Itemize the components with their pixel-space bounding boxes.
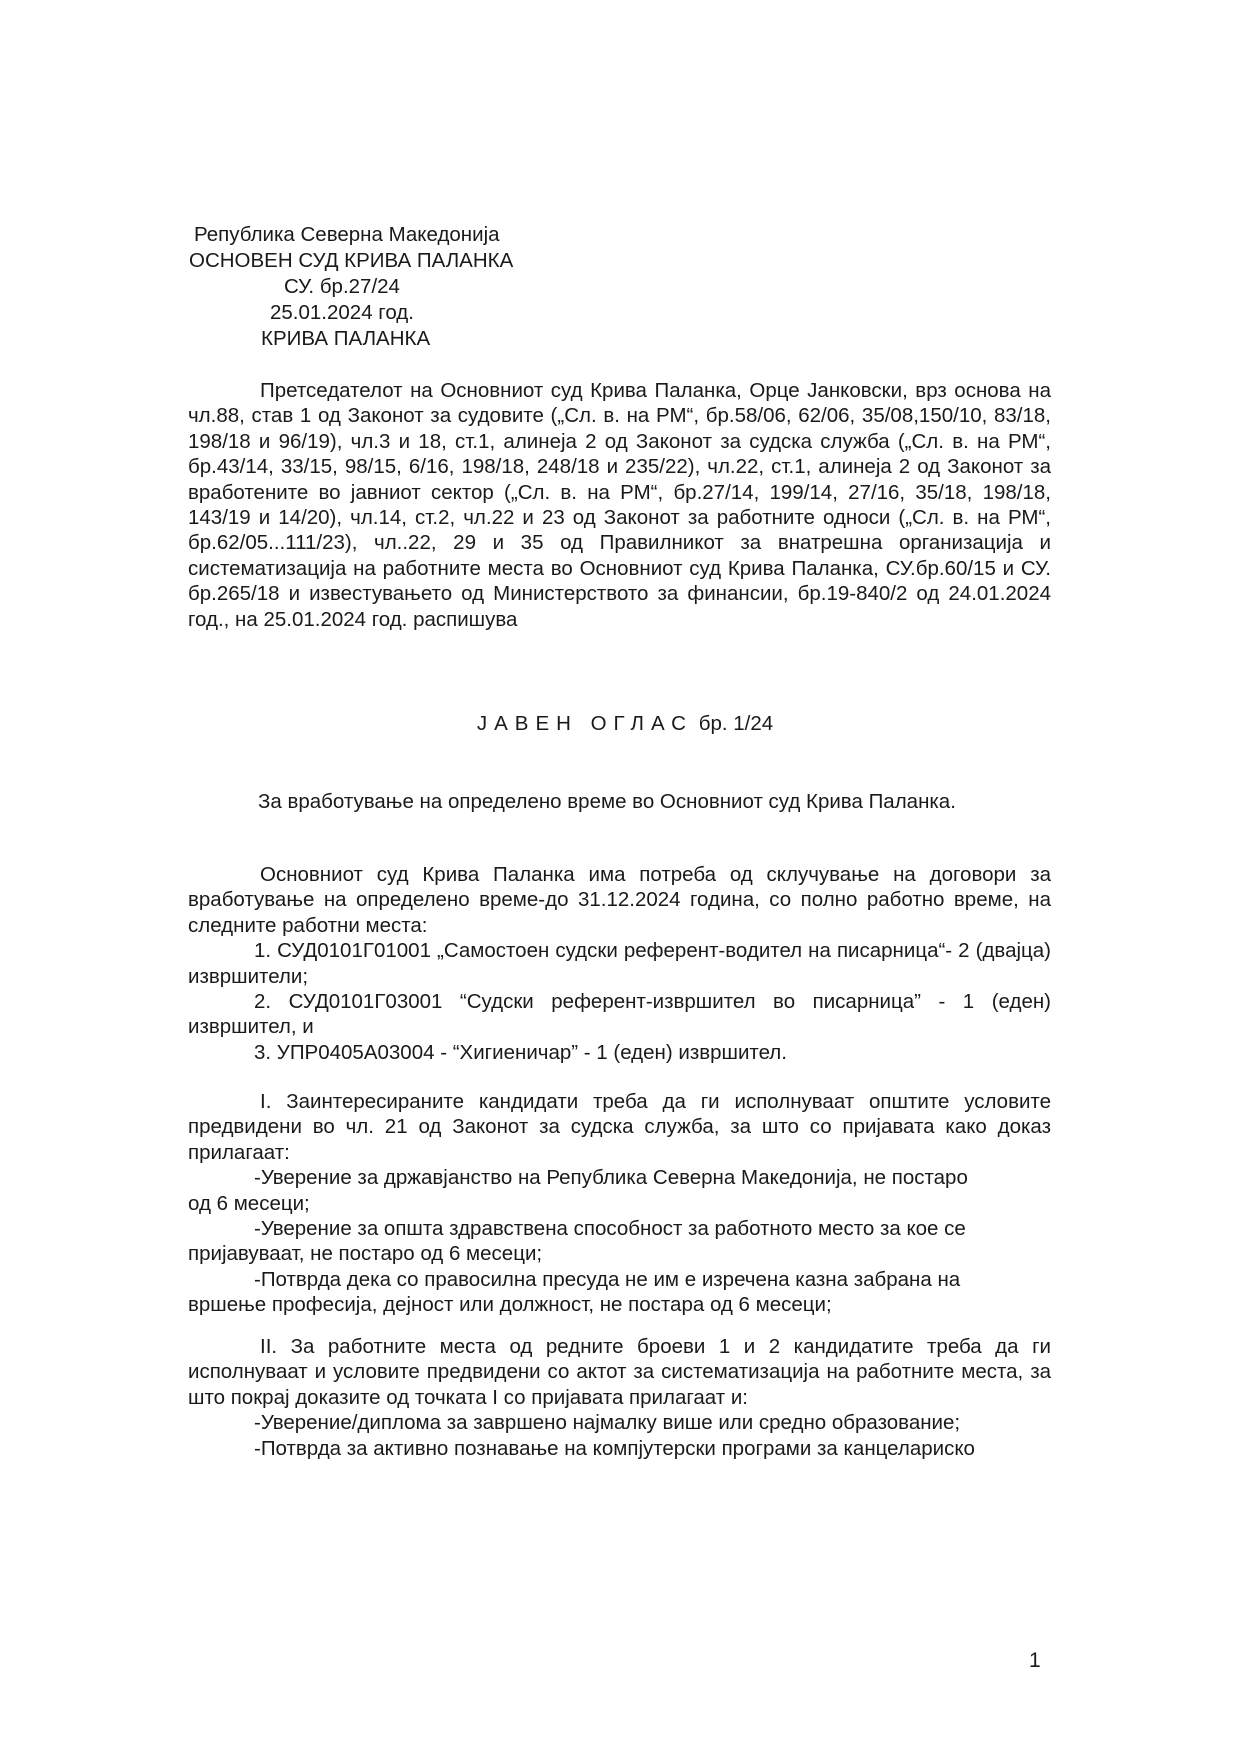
requirement-item: -Уверение/диплома за завршено најмалку више или средно образование; (254, 1411, 961, 1435)
general-conditions-intro: I. Заинтересираните кандидати треба да ги исполнуваат општите условите предвидени во чл. 21 од Законот за судска служба, за што со пријавата како доказ прилагаат: (188, 1090, 1051, 1164)
city-name: КРИВА ПАЛАНКА (261, 327, 431, 350)
intro-paragraph: Претседателот на Основниот суд Крива Паланка, Орце Јанковски, врз основа на чл.88, став 1 од Законот за судовите („Сл. в. на РМ“, бр.58/06, 62/06, 35/08,150/10, 83/18, 198/18 и 96/19), чл.3 и 18, ст.1, алинеја 2 од Законот за судска служба („Сл. в. на РМ“, бр.43/14, 33/15, 98/15, 6/16, 198/18, 248/18 и 235/22), чл.22, ст.1, алинеја 2 од Законот за вработените во јавниот сектор („Сл. в. на РМ“, бр.27/14, 199/14, 27/16, 35/18, 198/18, 143/19 и 14/20), чл.14, ст.2, чл.22 и 23 од Законот за работните односи („Сл. в. на РМ“, бр.62/05...111/23), чл..22, 29 и 35 од Правилникот за внатрешна организација и систематизација на работните места во Основниот суд Крива Паланка, СУ.бр.60/15 и СУ. бр.265/18 и известувањето од Министерството за финансии, бр.19-840/2 од 24.01.2024 год., на 25.01.2024 год. распишува (188, 379, 1051, 631)
positions-section (188, 862, 1051, 1065)
position-item: 2. СУД0101Г03001 “Судски референт-извршител во писарница” - 1 (еден) извршител, и (188, 990, 1051, 1039)
court-name: ОСНОВЕН СУД КРИВА ПАЛАНКА (189, 249, 514, 272)
country-name: Република Северна Македонија (194, 223, 500, 246)
position-item: 3. УПР0405А03004 - “Хигиеничар” - 1 (еден) извршител. (254, 1040, 787, 1064)
announcement-title (0, 712, 1250, 736)
document-date: 25.01.2024 год. (270, 301, 414, 324)
position-item: 1. СУД0101Г01001 „Самостоен судски референт-водител на писарница“- 2 (двајца) извршители; (188, 939, 1051, 988)
page-number: 1 (1029, 1649, 1041, 1672)
title-number: бр. 1/24 (698, 712, 774, 735)
requirement-item: -Потврда за активно познавање на компјутерски програми за канцелариско (254, 1436, 975, 1460)
title-main: ЈАВЕН ОГЛАС (476, 712, 693, 735)
reference-number: СУ. бр.27/24 (284, 275, 400, 298)
specific-conditions-intro: II. За работните места од редните броеви 1 и 2 кандидатите треба да ги исполнуваат и условите предвидени со актот за систематизација на работните места, за што покрај доказите од точката I со пријавата прилагаат и: (188, 1335, 1051, 1409)
general-conditions-section (188, 1089, 1051, 1318)
requirement-item: -Уверение за општа здравствена способност за работното место за кое се пријавуваат, не постаро од 6 месеци; (188, 1217, 966, 1266)
requirement-item: -Уверение за државјанство на Република Северна Македонија, не постаро од 6 месеци; (188, 1166, 968, 1215)
positions-intro: Основниот суд Крива Паланка има потреба од склучување на договори за вработување на определено време-до 31.12.2024 година, со полно работно време, на следните работни места: (188, 863, 1051, 937)
requirement-item: -Потврда дека со правосилна пресуда не им е изречена казна забрана на вршење професија, дејност или должност, не постара од 6 месеци; (188, 1267, 961, 1317)
announcement-subtitle: За вработување на определено време во Основниот суд Крива Паланка. (258, 790, 956, 813)
document-header (176, 222, 536, 352)
specific-conditions-section (188, 1334, 1051, 1461)
